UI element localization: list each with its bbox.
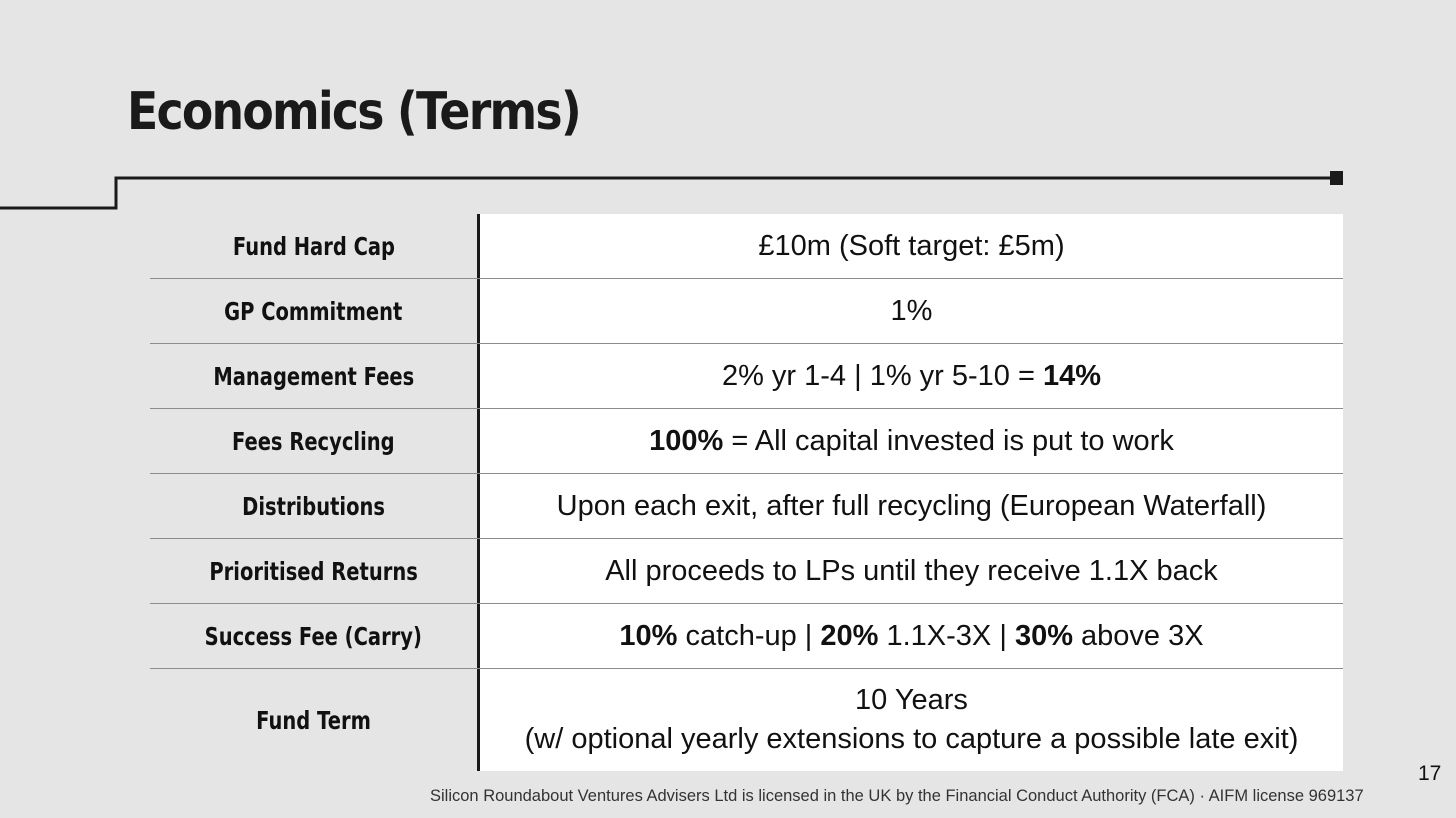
- term-label: GP Commitment: [224, 296, 403, 326]
- term-value: [480, 279, 1343, 343]
- term-value-line: [722, 357, 1101, 396]
- term-value: [480, 214, 1343, 278]
- term-value-line: [525, 720, 1299, 759]
- term-value-text: £10m (Soft target: £5m): [758, 229, 1065, 262]
- term-value-text: catch-up |: [677, 619, 821, 652]
- term-value-emphasis: 14%: [1042, 359, 1102, 392]
- term-value-emphasis: 10%: [619, 619, 678, 652]
- term-row: [150, 214, 1343, 279]
- title-underline-decoration: [0, 168, 1345, 214]
- term-label: Fund Term: [256, 705, 371, 735]
- term-row: [150, 604, 1343, 669]
- term-row: [150, 409, 1343, 474]
- regulatory-footer: Silicon Roundabout Ventures Advisers Ltd is licensed in the UK by the Financial Conduct Authority (FCA) · AIFM license 969137: [430, 787, 1364, 805]
- term-value-emphasis: 20%: [820, 619, 879, 652]
- term-value: [480, 409, 1343, 473]
- term-label-cell: [150, 539, 480, 603]
- page-number: 17: [1418, 762, 1442, 785]
- term-value-line: [557, 487, 1267, 526]
- term-label: Distributions: [242, 491, 385, 521]
- term-value-line: [605, 552, 1218, 591]
- term-label-cell: [150, 279, 480, 343]
- slide-title: Economics (Terms): [127, 82, 581, 142]
- terms-table: [150, 214, 1343, 771]
- term-value-text: 2% yr 1-4 | 1% yr 5-10 =: [721, 359, 1043, 392]
- term-label-cell: [150, 214, 480, 278]
- term-value-text: 1%: [890, 294, 933, 327]
- term-label: Success Fee (Carry): [204, 621, 423, 651]
- term-value-line: [855, 681, 968, 720]
- term-value-line: [619, 617, 1203, 656]
- term-row: [150, 474, 1343, 539]
- term-value-emphasis: 100%: [649, 424, 724, 457]
- term-value: [480, 474, 1343, 538]
- term-value-text: = All capital invested is put to work: [723, 424, 1174, 457]
- term-row: [150, 344, 1343, 409]
- term-value: [480, 604, 1343, 668]
- term-value-emphasis: 30%: [1014, 619, 1073, 652]
- term-value-text: (w/ optional yearly extensions to capture a possible late exit): [524, 723, 1299, 755]
- term-value-line: [758, 227, 1064, 266]
- term-value-text: 1.1X-3X |: [878, 619, 1015, 652]
- term-value: [480, 344, 1343, 408]
- term-row: [150, 669, 1343, 771]
- term-label: Management Fees: [213, 361, 414, 391]
- term-value: [480, 539, 1343, 603]
- term-label: Prioritised Returns: [209, 556, 418, 586]
- term-row: [150, 539, 1343, 604]
- term-label-cell: [150, 344, 480, 408]
- term-label-cell: [150, 669, 480, 771]
- term-value-text: above 3X: [1072, 619, 1204, 652]
- term-label: Fees Recycling: [232, 426, 395, 456]
- term-value-text: 10 Years: [855, 684, 968, 717]
- term-label-cell: [150, 409, 480, 473]
- term-label: Fund Hard Cap: [232, 231, 395, 261]
- term-value: [480, 669, 1343, 771]
- term-label-cell: [150, 474, 480, 538]
- term-row: [150, 279, 1343, 344]
- term-value-line: [649, 422, 1174, 461]
- term-value-line: [891, 292, 933, 331]
- term-label-cell: [150, 604, 480, 668]
- term-value-text: Upon each exit, after full recycling (European Waterfall): [556, 489, 1267, 522]
- term-value-text: All proceeds to LPs until they receive 1.1X back: [605, 554, 1218, 587]
